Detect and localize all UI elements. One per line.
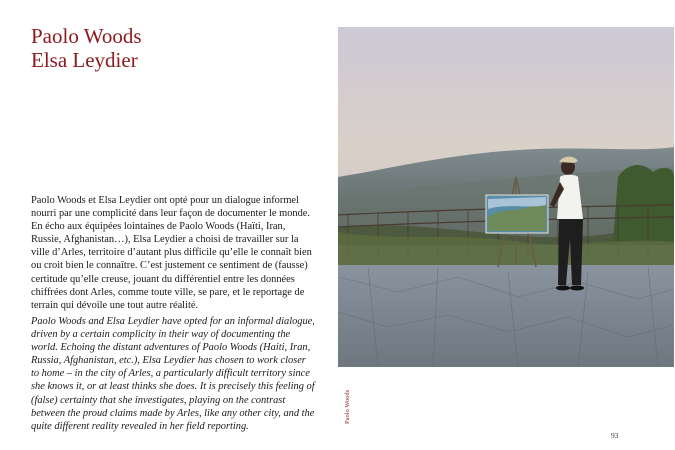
title-block [31,24,142,72]
author-name-1: Paolo Woods [31,24,142,48]
photo-credit: Paolo Woods [344,389,351,424]
page-number: 93 [611,431,619,440]
author-name-2: Elsa Leydier [31,48,138,72]
painter-on-terrace-image [338,27,674,367]
photograph [338,27,674,367]
english-paragraph: Paolo Woods and Elsa Leydier have opted for an informal dialogue, driven by a certain complicity in their way of documenting the world. Echoing the distant adventures of Paolo Woods (Haiti, Iran, Russia, Afghanistan, etc.), Elsa Leydier has chosen to work closer to home – in the city of Arles, a particularly difficult territory since she knows it, or at least thinks she does. It is precisely this feeling of (false) certainty that she investigates, playing on the contrast between the proud claims made by Arles, like any other city, and the quite different reality revealed in her field reporting. [31,316,315,432]
french-paragraph: Paolo Woods et Elsa Leydier ont opté pour un dialogue informel nourri par une complicité dans leur façon de documenter le monde. En écho aux équipées lointaines de Paolo Woods (Haïti, Iran, Russie, Afghanistan…), Elsa Leydier a choisi de travailler sur la ville d’Arles, territoire d’autant plus difficile qu’elle le connaît bien ou croit bien le connaître. C’est justement ce sentiment de (fausse) certitude qu’elle creuse, jouant du différentiel entre les données chiffrées dont Arles, comme toute ville, se pare, et le reportage de terrain qui dévoile une tout autre réalité. [31,195,312,311]
